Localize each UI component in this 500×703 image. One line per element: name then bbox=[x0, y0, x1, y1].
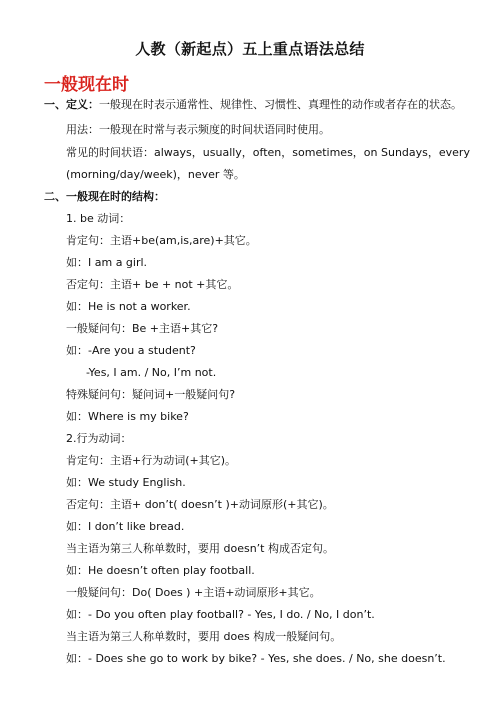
definition-text: 一般现在时表示通常性、规律性、习惯性、真理性的动作或者存在的状态。 bbox=[99, 98, 462, 111]
be-question-example: 如：-Are you a student? bbox=[66, 344, 196, 357]
action-question-example: 如：- Do you often play football? - Yes, I do. / No, I don’t. bbox=[66, 608, 375, 621]
third-person-question-example: 如：- Does she go to work by bike? - Yes, she does. / No, she doesn’t. bbox=[66, 652, 446, 665]
action-affirmative: 肯定句：主语+行为动词(+其它)。 bbox=[66, 454, 237, 467]
be-verb-heading: 1. be 动词： bbox=[66, 212, 131, 225]
be-negative-example: 如：He is not a worker. bbox=[66, 300, 191, 313]
definition-line bbox=[44, 98, 462, 112]
wh-question-example: 如：Where is my bike? bbox=[66, 410, 189, 423]
usage-line: 用法：一般现在时常与表示频度的时间状语同时使用。 bbox=[66, 123, 330, 136]
be-question-answer: -Yes, I am. / No, I’m not. bbox=[86, 366, 217, 379]
action-question: 一般疑问句：Do( Does ) +主语+动词原形+其它。 bbox=[66, 586, 321, 599]
action-affirmative-example: 如：We study English. bbox=[66, 476, 186, 489]
third-person-negative-example: 如：He doesn’t often play football. bbox=[66, 564, 255, 577]
be-negative: 否定句：主语+ be + not +其它。 bbox=[66, 278, 239, 291]
be-affirmative-example: 如：I am a girl. bbox=[66, 256, 148, 269]
action-negative: 否定句：主语+ don’t( doesn’t )+动词原形(+其它)。 bbox=[66, 498, 334, 511]
section-heading: 一般现在时 bbox=[44, 75, 129, 95]
action-negative-example: 如：I don’t like bread. bbox=[66, 520, 185, 533]
structure-heading: 二、一般现在时的结构： bbox=[44, 190, 165, 203]
be-question: 一般疑问句：Be +主语+其它? bbox=[66, 322, 219, 335]
be-affirmative: 肯定句：主语+be(am,is,are)+其它。 bbox=[66, 234, 257, 247]
third-person-question-note: 当主语为第三人称单数时，要用 does 构成一般疑问句。 bbox=[66, 630, 342, 643]
time-adverbials-line: 常见的时间状语：always，usually，often，sometimes，on Sundays，every bbox=[66, 146, 470, 159]
definition-label: 一、定义： bbox=[44, 98, 99, 111]
wh-question: 特殊疑问句：疑问词+一般疑问句? bbox=[66, 388, 236, 401]
action-verb-heading: 2.行为动词： bbox=[66, 432, 132, 445]
document-title: 人教（新起点）五上重点语法总结 bbox=[135, 40, 365, 58]
third-person-negative-note: 当主语为第三人称单数时，要用 doesn’t 构成否定句。 bbox=[66, 542, 334, 555]
time-adverbials-continued: (morning/day/week)，never 等。 bbox=[66, 168, 245, 181]
